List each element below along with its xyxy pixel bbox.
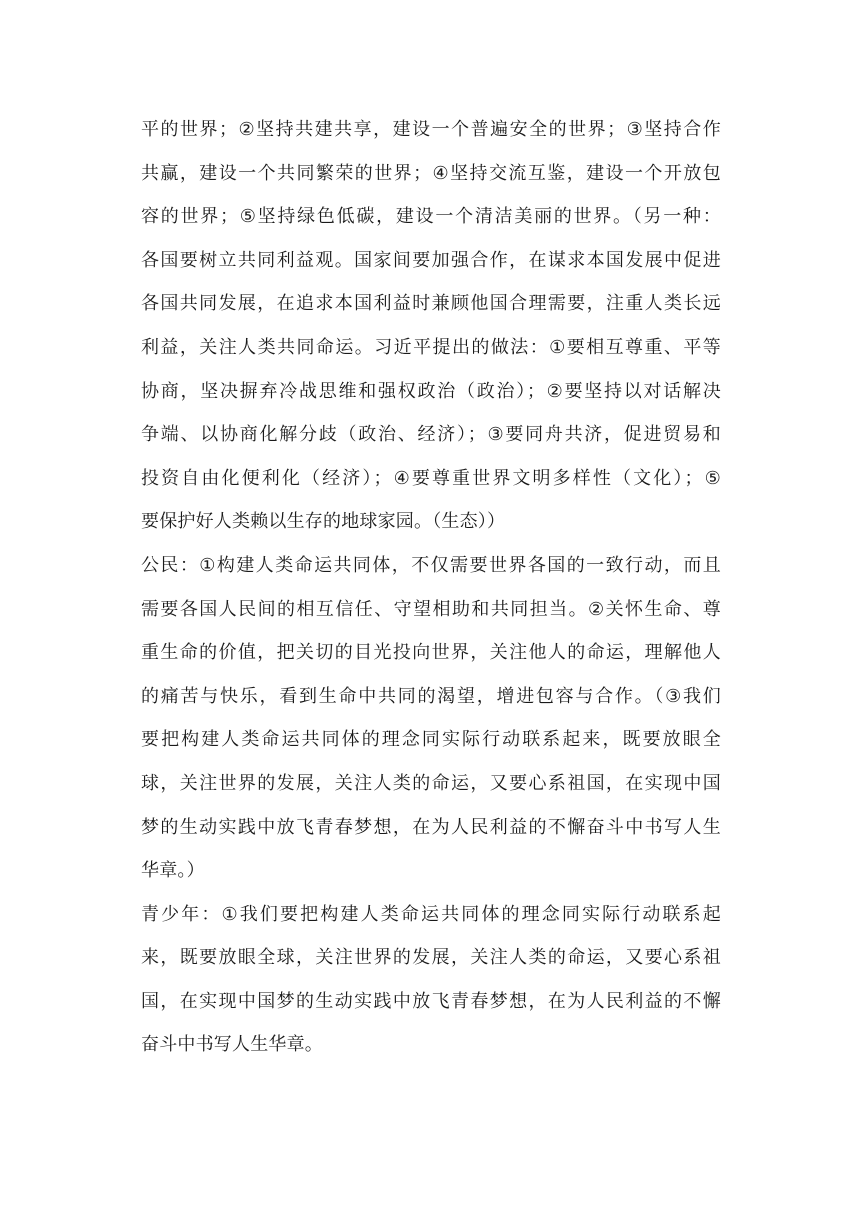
text-line: 共赢，建设一个共同繁荣的世界；④坚持交流互鉴，建设一个开放包 <box>141 162 721 184</box>
text-line: 要保护好人类赖以生存的地球家园。（生态）） <box>141 511 506 533</box>
text-line: 各国共同发展，在追求本国利益时兼顾他国合理需要，注重人类长远 <box>141 293 721 315</box>
text-line: 争端、以协商化解分歧（政治、经济）；③要同舟共济，促进贸易和 <box>141 424 721 446</box>
text-line: 投资自由化便利化（经济）；④要尊重世界文明多样性（文化）；⑤ <box>141 467 721 489</box>
text-line: 梦的生动实践中放飞青春梦想，在为人民利益的不懈奋斗中书写人生 <box>141 816 721 838</box>
text-line: 奋斗中书写人生华章。 <box>141 1034 323 1056</box>
text-line: 的痛苦与快乐，看到生命中共同的渴望，增进包容与合作。（③我们 <box>141 685 721 707</box>
text-line: 容的世界；⑤坚持绿色低碳，建设一个清洁美丽的世界。（另一种： <box>141 206 721 228</box>
text-line: 要把构建人类命运共同体的理念同实际行动联系起来，既要放眼全 <box>141 729 721 751</box>
text-line: 球，关注世界的发展，关注人类的命运，又要心系祖国，在实现中国 <box>141 772 721 794</box>
text-line: 需要各国人民间的相互信任、守望相助和共同担当。②关怀生命、尊 <box>141 598 721 620</box>
text-line: 来，既要放眼全球，关注世界的发展，关注人类的命运，又要心系祖 <box>141 947 721 969</box>
text-line: 华章。） <box>141 860 205 882</box>
text-line: 利益，关注人类共同命运。习近平提出的做法：①要相互尊重、平等 <box>141 336 721 358</box>
text-line: 平的世界；②坚持共建共享，建设一个普遍安全的世界；③坚持合作 <box>141 119 721 140</box>
text-line: 青少年：①我们要把构建人类命运共同体的理念同实际行动联系起 <box>141 903 721 925</box>
text-line: 重生命的价值，把关切的目光投向世界，关注他人的命运，理解他人 <box>141 642 721 664</box>
text-line: 公民：①构建人类命运共同体，不仅需要世界各国的一致行动，而且 <box>141 554 721 576</box>
document-body <box>141 108 721 1067</box>
text-line: 国，在实现中国梦的生动实践中放飞青春梦想，在为人民利益的不懈 <box>141 990 721 1012</box>
text-line: 协商，坚决摒弃冷战思维和强权政治（政治）；②要坚持以对话解决 <box>141 380 721 402</box>
text-line: 各国要树立共同利益观。国家间要加强合作，在谋求本国发展中促进 <box>141 249 721 271</box>
